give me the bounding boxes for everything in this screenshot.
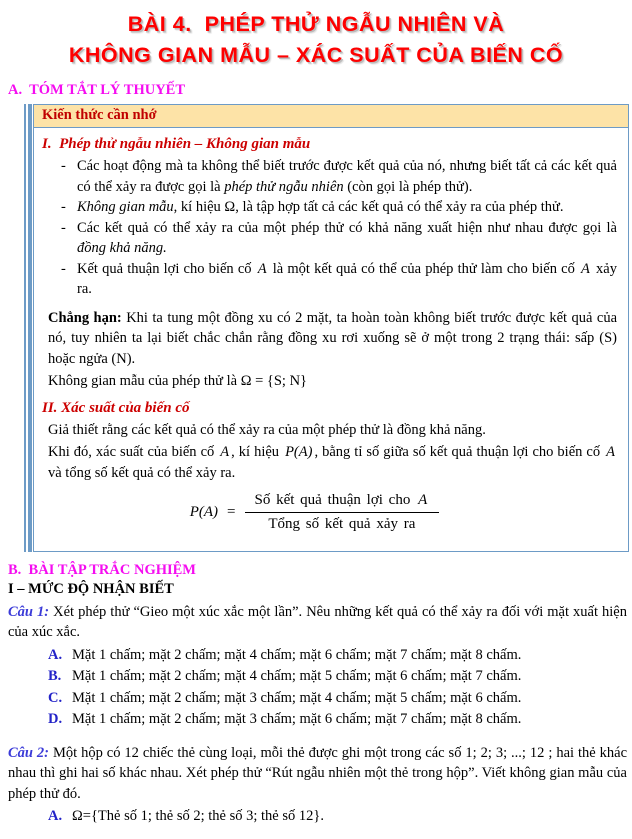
bullet-dash: - xyxy=(61,219,66,236)
assumption-paragraph: Giả thiết rằng các kết quả có thể xảy ra của một phép thử là đồng khả năng. xyxy=(48,422,486,438)
bullet-dash: - xyxy=(61,158,66,174)
bullet-text: Các hoạt động mà ta không thể biết trước được kết quả của nó, nhưng biết tất cả các kết quả có thể xảy ra được gọi là phép thử ngẫu nhiên (còn gọi là phép thử). xyxy=(77,158,617,195)
option-row-c xyxy=(48,688,632,710)
bullet-item xyxy=(57,156,617,197)
option-text: Ω={Thẻ số 1; thẻ số 2; thẻ số 3; thẻ số 12}. xyxy=(72,808,324,824)
question-1-label: Câu 1: xyxy=(8,603,50,620)
bullet-text: Không gian mẫu, kí hiệu Ω, là tập hợp tất cả các kết quả có thể xảy ra của phép thử. xyxy=(77,199,564,215)
sample-space-line: Không gian mẫu của phép thử là Ω = {S; N} xyxy=(48,373,307,389)
bullet-dash: - xyxy=(61,199,66,215)
option-row-b xyxy=(48,666,632,688)
document-title xyxy=(0,0,632,71)
question-1-options xyxy=(48,645,632,731)
question-2-options xyxy=(48,806,632,828)
knowledge-box xyxy=(24,104,629,552)
question-1-text: Xét phép thử “Gieo một xúc xắc một lần”. Nêu những kết quả có thể xảy ra đối với mặt xuất hiện của xúc xắc. xyxy=(8,603,627,640)
option-text: Mặt 1 chấm; mặt 2 chấm; mặt 3 chấm; mặt 4 chấm; mặt 5 chấm; mặt 6 chấm. xyxy=(72,689,522,706)
event-variable: A xyxy=(257,260,267,277)
document-title-line2: KHÔNG GIAN MẪU – XÁC SUẤT CỦA BIẾN CỐ xyxy=(68,43,564,67)
event-variable: A xyxy=(418,491,428,508)
knowledge-box-frame xyxy=(33,104,629,552)
option-letter: A. xyxy=(48,808,63,824)
section-a-heading: A. TÓM TẮT LÝ THUYẾT xyxy=(8,82,186,98)
formula-fraction xyxy=(245,492,440,533)
option-text: Mặt 1 chấm; mặt 2 chấm; mặt 3 chấm; mặt 6 chấm; mặt 7 chấm; mặt 8 chấm. xyxy=(72,711,522,727)
option-letter: C. xyxy=(48,689,63,706)
option-row-a xyxy=(48,645,632,667)
knowledge-box-header: Kiến thức cần nhớ xyxy=(34,105,628,128)
bullet-item xyxy=(57,259,617,300)
fraction-denominator: Tổng số kết quả xảy ra xyxy=(268,515,416,532)
bullet-item xyxy=(57,197,617,218)
bullet-text: Kết quả thuận lợi cho biến cố A là một kết quả có thể của phép thử làm cho biến cố A xảy ra. xyxy=(77,260,617,297)
document-title-line1: BÀI 4. PHÉP THỬ NGẪU NHIÊN VÀ xyxy=(127,12,505,36)
event-variable: A xyxy=(220,443,230,460)
bullet-dash: - xyxy=(61,260,66,277)
theory-part2-heading: II. Xác suất của biến cố xyxy=(42,400,190,416)
bullet-text: Các kết quả có thể xảy ra của một phép thử có khả năng xuất hiện như nhau được gọi là đồng khả năng. xyxy=(77,219,617,256)
omega-symbol: Ω xyxy=(224,199,236,215)
option-letter: D. xyxy=(48,711,63,727)
probability-notation: P(A) xyxy=(285,443,313,460)
formula-lhs: P(A) xyxy=(189,503,219,520)
option-row-d xyxy=(48,709,632,731)
probability-formula xyxy=(42,492,587,533)
equals-sign: = xyxy=(227,503,236,520)
theory-part1-heading: I. Phép thử ngẫu nhiên – Không gian mẫu xyxy=(42,136,311,152)
question-2-text: Một hộp có 12 chiếc thẻ cùng loại, mỗi thẻ được ghi một trong các số 1; 2; 3; ...; 12 ; hai thẻ khác nhau thì ghi hai số khác nhau. Xét phép thử “Rút ngẫu nhiên một thẻ trong hộp”. Viết không gian mẫu của phép thử đó. xyxy=(8,744,628,802)
option-row-a xyxy=(48,806,632,828)
probability-definition-paragraph: Khi đó, xác suất của biến cố A , kí hiệu P(A) , bằng tỉ số giữa số kết quả thuận lợi cho biến cố A và tổng số kết quả có thể xảy ra. xyxy=(48,443,615,481)
knowledge-box-body xyxy=(34,128,628,551)
event-variable: A xyxy=(606,443,615,460)
question-1 xyxy=(8,602,627,643)
event-variable: A xyxy=(581,260,590,277)
level-heading: I – MỨC ĐỘ NHẬN BIẾT xyxy=(8,580,174,597)
example-paragraph: Chẳng hạn: Khi ta tung một đồng xu có 2 mặt, ta hoàn toàn không biết trước được kết quả của nó, tuy nhiên ta lại biết chắc chắn rằng đồng xu rơi xuống sẽ ở một trong 2 trạng thái: sấp (S) hoặc ngửa (N). xyxy=(48,309,618,367)
option-letter: B. xyxy=(48,668,62,684)
question-2 xyxy=(8,743,627,805)
bullet-item xyxy=(57,218,617,259)
box-left-rail-outer xyxy=(24,104,26,552)
sample-space-set: Ω = {S; N} xyxy=(240,373,307,389)
section-b-heading: B. BÀI TẬP TRẮC NGHIỆM xyxy=(8,561,196,578)
box-left-rail-inner xyxy=(28,104,32,552)
option-text: Mặt 1 chấm; mặt 2 chấm; mặt 4 chấm; mặt 6 chấm; mặt 7 chấm; mặt 8 chấm. xyxy=(72,646,522,663)
option-letter: A. xyxy=(48,646,63,663)
example-label: Chẳng hạn: xyxy=(48,309,122,326)
question-2-label: Câu 2: xyxy=(8,744,50,761)
fraction-numerator: Số kết quả thuận lợi cho A xyxy=(245,492,440,513)
option-text: Mặt 1 chấm; mặt 2 chấm; mặt 4 chấm; mặt 5 chấm; mặt 6 chấm; mặt 7 chấm. xyxy=(72,668,522,684)
